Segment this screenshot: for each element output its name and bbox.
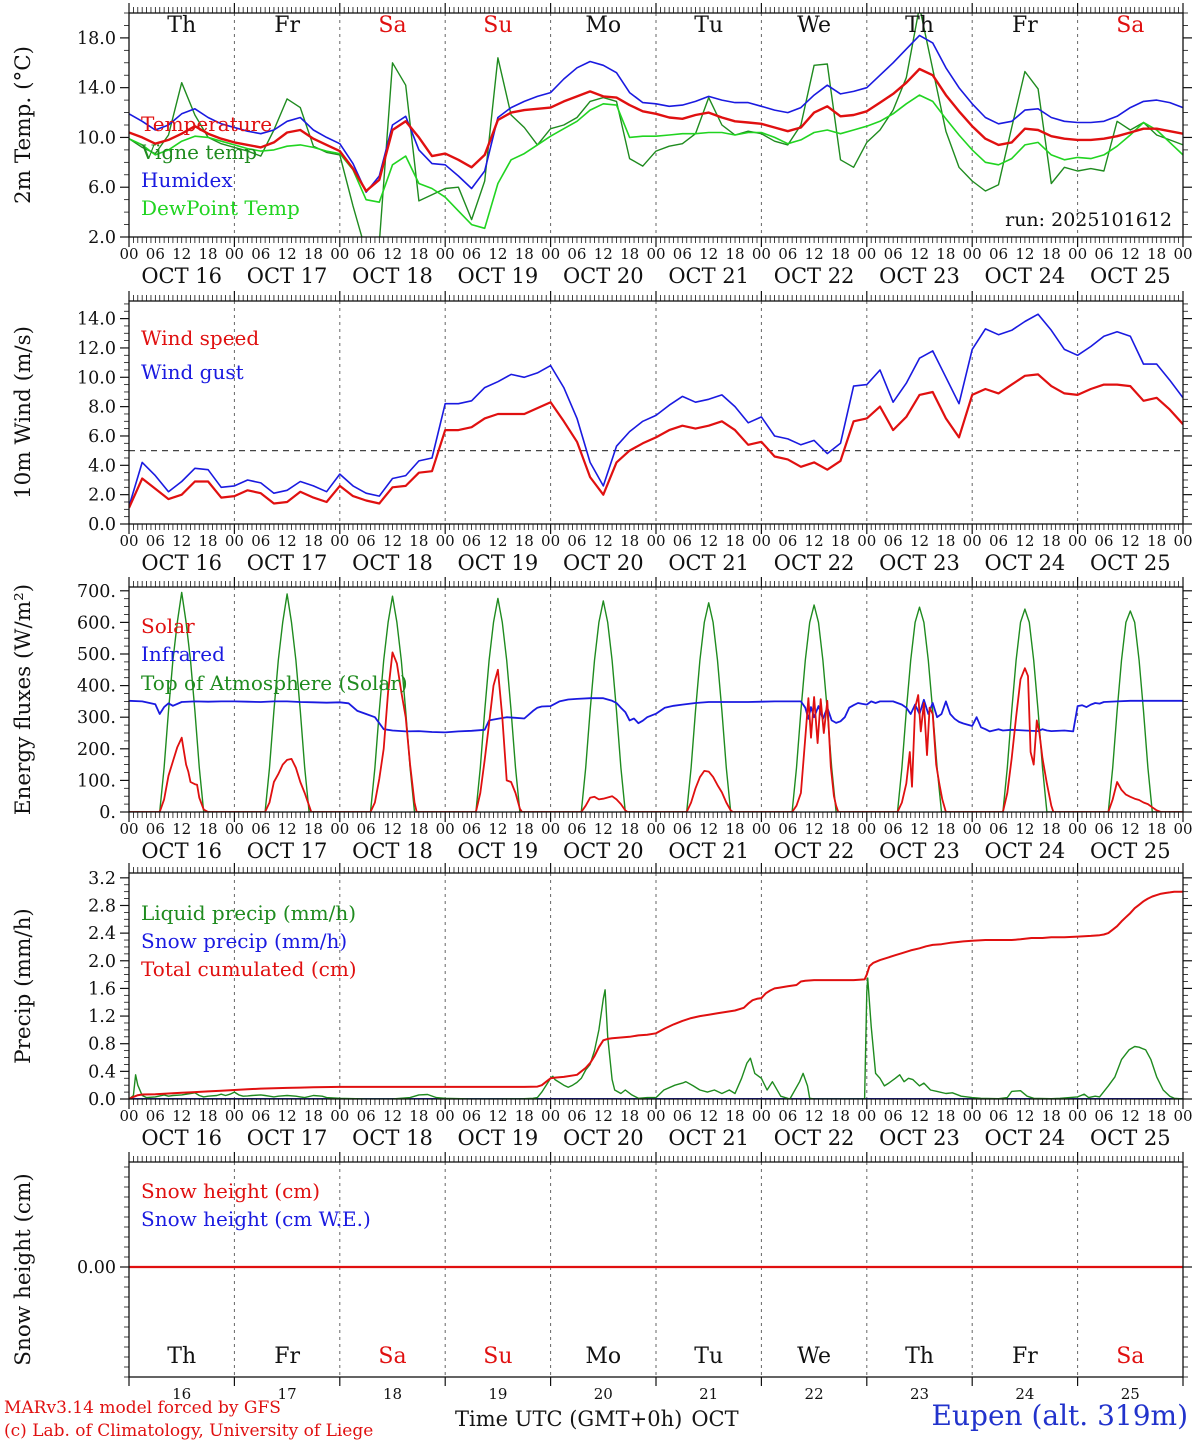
day-name-label: Sa	[1116, 1344, 1145, 1369]
legend-precipitation-0: Liquid precip (mm/h)	[141, 901, 357, 925]
hour-tick-label: 18	[620, 245, 640, 263]
y-tick-label: 0.4	[88, 1062, 116, 1083]
date-label: OCT 23	[879, 1126, 960, 1150]
run-label: run: 2025101612	[1005, 209, 1172, 231]
hour-tick-label: 00	[541, 532, 561, 550]
hour-tick-label: 12	[382, 532, 403, 550]
hour-tick-label: 18	[514, 532, 534, 550]
hour-tick-label: 18	[303, 1107, 323, 1125]
date-label: OCT 17	[246, 1126, 328, 1150]
hour-tick-label: 06	[356, 532, 376, 550]
hour-tick-label: 18	[830, 245, 850, 263]
date-label: OCT 25	[1089, 264, 1171, 288]
hour-tick-label: 06	[778, 245, 798, 263]
y-tick-label: 200.	[77, 739, 116, 760]
hour-tick-label: 18	[303, 532, 323, 550]
hour-tick-label: 12	[1015, 245, 1035, 263]
day-name-label: Fr	[274, 1344, 300, 1369]
legend-2m-temperature-2: Humidex	[141, 168, 233, 192]
date-label: OCT 17	[246, 264, 328, 288]
day-number-label: 24	[1015, 1385, 1035, 1403]
day-name-label: Fr	[1012, 13, 1038, 38]
hour-tick-label: 00	[646, 532, 666, 550]
hour-tick-label: 12	[804, 820, 824, 838]
y-tick-label: 2.8	[88, 896, 116, 917]
hour-tick-label: 12	[593, 820, 613, 838]
date-label: OCT 21	[668, 264, 750, 288]
time-axis-text: Time UTC (GMT+0h)	[455, 1407, 683, 1431]
hour-tick-label: 18	[830, 532, 850, 550]
month-label: OCT	[691, 1407, 739, 1431]
legend-energy-fluxes-2: Top of Atmosphere (Solar)	[141, 671, 408, 695]
hour-tick-label: 18	[936, 532, 956, 550]
hour-tick-label: 18	[936, 245, 956, 263]
hour-tick-label: 06	[567, 245, 587, 263]
hour-tick-label: 18	[198, 245, 218, 263]
day-number-label: 19	[488, 1385, 508, 1403]
day-number-label: 21	[699, 1385, 719, 1403]
hour-tick-label: 06	[251, 245, 271, 263]
hour-tick-label: 06	[567, 820, 587, 838]
date-label: OCT 20	[562, 1126, 644, 1150]
y-axis-title: Snow height (cm)	[11, 1173, 36, 1366]
hour-tick-label: 18	[198, 1107, 218, 1125]
series-group-energy-fluxes	[129, 592, 1183, 812]
hour-tick-label: 06	[883, 532, 903, 550]
y-tick-label: 2.0	[88, 228, 116, 248]
day-name-label: Tu	[694, 1344, 724, 1369]
day-number-label: 23	[909, 1385, 930, 1403]
y-tick-label: 4.0	[88, 456, 116, 477]
hour-tick-label: 12	[488, 820, 508, 838]
panel-10m-wind	[11, 291, 1193, 575]
date-label: OCT 22	[773, 264, 855, 288]
legend-2m-temperature-0: Temperature	[141, 112, 273, 136]
y-tick-label: 100.	[77, 771, 116, 792]
hour-tick-label: 00	[646, 245, 666, 263]
hour-tick-label: 06	[145, 820, 165, 838]
date-label: OCT 22	[773, 839, 855, 863]
hour-tick-label: 12	[488, 532, 508, 550]
day-name-label: Th	[167, 13, 197, 38]
hour-tick-label: 06	[778, 532, 798, 550]
hour-tick-label: 18	[1147, 245, 1167, 263]
hour-tick-label: 12	[909, 532, 930, 550]
hour-tick-label: 12	[593, 1107, 613, 1125]
hour-tick-label: 00	[646, 1107, 666, 1125]
hour-tick-label: 00	[224, 245, 244, 263]
date-label: OCT 25	[1089, 839, 1171, 863]
hour-tick-label: 12	[172, 532, 192, 550]
hour-tick-label: 06	[883, 820, 903, 838]
y-tick-label: 0.0	[88, 515, 116, 535]
hour-tick-label: 06	[567, 532, 587, 550]
day-name-label: We	[797, 1344, 832, 1369]
hour-tick-label: 00	[962, 245, 982, 263]
date-label: OCT 19	[457, 264, 539, 288]
time-axis-label	[455, 1407, 739, 1431]
legend-precipitation-2: Total cumulated (cm)	[141, 957, 357, 981]
hour-tick-label: 00	[435, 820, 455, 838]
hour-tick-label: 12	[1120, 245, 1140, 263]
hour-tick-label: 12	[909, 1107, 930, 1125]
day-number-label: 17	[277, 1385, 297, 1403]
hour-tick-label: 12	[909, 820, 930, 838]
hour-tick-label: 06	[1094, 532, 1114, 550]
hour-tick-label: 06	[883, 1107, 903, 1125]
hour-tick-label: 12	[699, 1107, 719, 1125]
day-name-label: Mo	[585, 1344, 622, 1369]
date-label: OCT 24	[984, 264, 1066, 288]
y-tick-label: 0.8	[88, 1034, 116, 1055]
hour-tick-label: 00	[751, 532, 771, 550]
hour-tick-label: 00	[857, 820, 877, 838]
y-tick-label: 1.6	[88, 979, 116, 1000]
hour-tick-label: 12	[277, 532, 297, 550]
hour-tick-label: 00	[857, 1107, 877, 1125]
hour-tick-label: 00	[1173, 532, 1193, 550]
series-temperature	[129, 69, 1183, 191]
hour-tick-label: 18	[514, 245, 534, 263]
hour-tick-label: 00	[330, 1107, 350, 1125]
y-tick-label: 14.0	[77, 309, 116, 330]
hour-tick-label: 12	[593, 532, 613, 550]
date-label: OCT 25	[1089, 551, 1171, 575]
hour-tick-label: 06	[883, 245, 903, 263]
hour-tick-label: 12	[1120, 820, 1140, 838]
y-axis-title: 10m Wind (m/s)	[11, 325, 36, 500]
date-label: OCT 19	[457, 839, 539, 863]
date-label: OCT 24	[984, 1126, 1066, 1150]
hour-tick-label: 00	[751, 245, 771, 263]
day-number-label: 20	[593, 1385, 613, 1403]
hour-tick-label: 06	[356, 820, 376, 838]
hour-tick-label: 06	[356, 245, 376, 263]
hour-tick-label: 06	[1094, 1107, 1114, 1125]
hour-tick-label: 12	[804, 245, 824, 263]
hour-tick-label: 12	[804, 532, 824, 550]
day-name-label: Sa	[378, 1344, 407, 1369]
hour-tick-label: 00	[962, 820, 982, 838]
legend-2m-temperature-1: Vigne temp	[141, 140, 258, 164]
y-tick-label: 400.	[77, 676, 116, 697]
day-name-label: Fr	[274, 13, 300, 38]
hour-tick-label: 00	[1068, 1107, 1088, 1125]
legend-snow-height-0: Snow height (cm)	[141, 1179, 321, 1203]
hour-tick-label: 18	[1147, 532, 1167, 550]
date-label: OCT 18	[352, 551, 433, 575]
date-label: OCT 19	[457, 551, 539, 575]
hour-tick-label: 12	[382, 820, 403, 838]
hour-tick-label: 00	[751, 820, 771, 838]
hour-tick-label: 12	[172, 1107, 192, 1125]
hour-tick-label: 00	[1068, 245, 1088, 263]
y-tick-label: 2.0	[88, 485, 116, 506]
date-label: OCT 20	[562, 551, 644, 575]
hour-tick-label: 06	[778, 820, 798, 838]
hour-tick-label: 06	[567, 1107, 587, 1125]
panel-precipitation	[11, 863, 1193, 1150]
y-tick-label: 300.	[77, 708, 116, 729]
hour-tick-label: 06	[145, 1107, 165, 1125]
date-label: OCT 18	[352, 839, 433, 863]
hour-tick-label: 12	[1015, 532, 1035, 550]
hour-tick-label: 00	[435, 1107, 455, 1125]
y-tick-label: 0.0	[88, 1090, 116, 1110]
hour-tick-label: 06	[672, 245, 692, 263]
hour-tick-label: 18	[830, 1107, 850, 1125]
hour-tick-label: 00	[330, 820, 350, 838]
station-label: Eupen (alt. 319m)	[931, 1399, 1188, 1432]
y-tick-label: 8.0	[88, 397, 116, 418]
hour-tick-label: 06	[672, 532, 692, 550]
hour-tick-label: 12	[593, 245, 613, 263]
y-tick-label: 12.0	[77, 338, 116, 359]
date-label: OCT 16	[141, 1126, 223, 1150]
y-tick-label: 700.	[77, 581, 116, 602]
date-label: OCT 17	[246, 839, 328, 863]
hour-tick-label: 18	[409, 532, 429, 550]
panel-energy-fluxes	[11, 577, 1193, 863]
y-tick-label: 600.	[77, 613, 116, 634]
hour-tick-label: 18	[725, 1107, 745, 1125]
date-label: OCT 23	[879, 264, 960, 288]
date-label: OCT 21	[668, 551, 750, 575]
date-label: OCT 23	[879, 839, 960, 863]
hour-tick-label: 06	[251, 820, 271, 838]
hour-tick-label: 00	[1173, 245, 1193, 263]
hour-tick-label: 12	[488, 245, 508, 263]
hour-tick-label: 18	[1041, 820, 1061, 838]
hour-tick-label: 18	[830, 820, 850, 838]
hour-tick-label: 18	[725, 532, 745, 550]
hour-tick-label: 06	[672, 1107, 692, 1125]
day-name-label: Su	[483, 1344, 513, 1369]
legend-10m-wind-1: Wind gust	[141, 360, 244, 384]
series-liquid-precip	[129, 978, 1183, 1099]
model-credit: MARv3.14 model forced by GFS	[4, 1398, 281, 1418]
y-tick-label: 1.2	[88, 1007, 116, 1028]
hour-tick-label: 06	[251, 532, 271, 550]
hour-tick-label: 18	[620, 820, 640, 838]
hour-tick-label: 00	[330, 532, 350, 550]
hour-tick-label: 00	[962, 1107, 982, 1125]
hour-tick-label: 18	[936, 1107, 956, 1125]
panel-snow-height	[11, 1152, 1192, 1403]
day-name-label: Th	[905, 13, 934, 38]
hour-tick-label: 18	[1147, 820, 1167, 838]
hour-tick-label: 00	[119, 532, 139, 550]
hour-tick-label: 06	[989, 820, 1009, 838]
day-name-label: Tu	[694, 13, 724, 38]
hour-tick-label: 00	[1068, 532, 1088, 550]
day-name-label: We	[797, 13, 832, 38]
legend-snow-height-1: Snow height (cm W.E.)	[141, 1207, 371, 1231]
legend-energy-fluxes-0: Solar	[141, 614, 195, 638]
hour-tick-label: 12	[277, 1107, 297, 1125]
hour-tick-label: 06	[778, 1107, 798, 1125]
hour-tick-label: 18	[620, 1107, 640, 1125]
hour-tick-label: 00	[330, 245, 350, 263]
date-label: OCT 25	[1089, 1126, 1171, 1150]
hour-tick-label: 06	[462, 532, 482, 550]
hour-tick-label: 00	[224, 532, 244, 550]
hour-tick-label: 18	[1041, 245, 1061, 263]
date-label: OCT 16	[141, 839, 223, 863]
hour-tick-label: 06	[1094, 820, 1114, 838]
hour-tick-label: 18	[303, 820, 323, 838]
day-name-label: Fr	[1012, 1344, 1038, 1369]
date-label: OCT 23	[879, 551, 960, 575]
hour-tick-label: 12	[488, 1107, 508, 1125]
hour-tick-label: 00	[857, 532, 877, 550]
y-tick-label: 6.0	[88, 178, 116, 199]
hour-tick-label: 00	[1068, 820, 1088, 838]
hour-tick-label: 00	[435, 532, 455, 550]
hour-tick-label: 18	[1041, 1107, 1061, 1125]
hour-tick-label: 12	[172, 820, 192, 838]
date-label: OCT 20	[562, 264, 644, 288]
date-label: OCT 24	[984, 839, 1066, 863]
hour-tick-label: 00	[224, 820, 244, 838]
hour-tick-label: 18	[725, 820, 745, 838]
y-tick-label: 10.0	[77, 128, 116, 149]
day-name-label: Su	[483, 13, 513, 38]
date-label: OCT 24	[984, 551, 1066, 575]
y-tick-label: 500.	[77, 644, 116, 665]
hour-tick-label: 00	[541, 245, 561, 263]
hour-tick-label: 12	[1120, 532, 1140, 550]
hour-tick-label: 06	[462, 245, 482, 263]
legend-10m-wind-0: Wind speed	[141, 326, 260, 350]
date-label: OCT 16	[141, 551, 223, 575]
hour-tick-label: 12	[699, 245, 719, 263]
hour-tick-label: 12	[382, 1107, 403, 1125]
hour-tick-label: 12	[277, 820, 297, 838]
hour-tick-label: 18	[1041, 532, 1061, 550]
hour-tick-label: 18	[620, 532, 640, 550]
day-name-label: Th	[167, 1344, 197, 1369]
hour-tick-label: 00	[1173, 1107, 1193, 1125]
hour-tick-label: 18	[936, 820, 956, 838]
y-tick-label: 3.2	[88, 868, 116, 889]
hour-tick-label: 18	[303, 245, 323, 263]
hour-tick-label: 06	[989, 1107, 1009, 1125]
day-name-label: Th	[905, 1344, 934, 1369]
hour-tick-label: 06	[1094, 245, 1114, 263]
hour-tick-label: 06	[145, 245, 165, 263]
hour-tick-label: 12	[277, 245, 297, 263]
y-axis-title: 2m Temp. (°C)	[11, 45, 36, 205]
y-tick-label: 10.0	[77, 368, 116, 389]
hour-tick-label: 18	[725, 245, 745, 263]
hour-tick-label: 12	[1120, 1107, 1140, 1125]
hour-tick-label: 18	[198, 532, 218, 550]
hour-tick-label: 18	[1147, 1107, 1167, 1125]
date-label: OCT 18	[352, 1126, 433, 1150]
date-label: OCT 17	[246, 551, 328, 575]
hour-tick-label: 12	[1015, 820, 1035, 838]
hour-tick-label: 06	[251, 1107, 271, 1125]
hour-tick-label: 00	[962, 532, 982, 550]
panel-2m-temperature	[11, 3, 1193, 288]
date-label: OCT 16	[141, 264, 223, 288]
day-number-label: 16	[172, 1385, 192, 1403]
y-tick-label: 6.0	[88, 426, 116, 447]
hour-tick-label: 12	[382, 245, 403, 263]
hour-tick-label: 12	[804, 1107, 824, 1125]
hour-tick-label: 06	[672, 820, 692, 838]
hour-tick-label: 06	[989, 532, 1009, 550]
y-tick-label: 0.00	[77, 1258, 116, 1278]
day-name-label: Sa	[378, 13, 407, 38]
hour-tick-label: 00	[541, 820, 561, 838]
date-label: OCT 22	[773, 1126, 855, 1150]
hour-tick-label: 00	[119, 1107, 139, 1125]
hour-tick-label: 18	[514, 1107, 534, 1125]
hour-tick-label: 00	[751, 1107, 771, 1125]
day-number-label: 25	[1120, 1385, 1140, 1403]
hour-tick-label: 18	[409, 245, 429, 263]
hour-tick-label: 00	[435, 245, 455, 263]
y-tick-label: 0.	[99, 803, 116, 823]
date-label: OCT 22	[773, 551, 855, 575]
hour-tick-label: 06	[989, 245, 1009, 263]
hour-tick-label: 12	[909, 245, 930, 263]
hour-tick-label: 00	[646, 820, 666, 838]
day-name-label: Sa	[1116, 13, 1145, 38]
hour-tick-label: 00	[541, 1107, 561, 1125]
date-label: OCT 20	[562, 839, 644, 863]
hour-tick-label: 00	[119, 820, 139, 838]
y-axis-title: Precip (mm/h)	[11, 908, 36, 1064]
y-tick-label: 2.0	[88, 951, 116, 972]
day-number-label: 22	[804, 1385, 824, 1403]
legend-2m-temperature-3: DewPoint Temp	[141, 196, 300, 220]
hour-tick-label: 06	[356, 1107, 376, 1125]
day-name-label: Mo	[585, 13, 622, 38]
hour-tick-label: 12	[172, 245, 192, 263]
hour-tick-label: 18	[198, 820, 218, 838]
hour-tick-label: 18	[409, 1107, 429, 1125]
day-number-label: 18	[382, 1385, 403, 1403]
hour-tick-label: 00	[119, 245, 139, 263]
y-tick-label: 14.0	[77, 78, 116, 99]
date-label: OCT 18	[352, 264, 433, 288]
date-label: OCT 19	[457, 1126, 539, 1150]
hour-tick-label: 12	[1015, 1107, 1035, 1125]
hour-tick-label: 18	[514, 820, 534, 838]
hour-tick-label: 12	[699, 532, 719, 550]
hour-tick-label: 12	[699, 820, 719, 838]
hour-tick-label: 00	[857, 245, 877, 263]
hour-tick-label: 18	[409, 820, 429, 838]
y-tick-label: 2.4	[88, 924, 116, 945]
y-axis-title: Energy fluxes (W/m²)	[11, 583, 36, 816]
legend-precipitation-1: Snow precip (mm/h)	[141, 929, 348, 953]
lab-credit: (c) Lab. of Climatology, University of Liege	[4, 1421, 374, 1441]
hour-tick-label: 06	[145, 532, 165, 550]
hour-tick-label: 06	[462, 1107, 482, 1125]
hour-tick-label: 00	[224, 1107, 244, 1125]
date-label: OCT 21	[668, 839, 750, 863]
y-tick-label: 18.0	[77, 28, 116, 49]
hour-tick-label: 06	[462, 820, 482, 838]
date-label: OCT 21	[668, 1126, 750, 1150]
hour-tick-label: 00	[1173, 820, 1193, 838]
legend-energy-fluxes-1: Infrared	[141, 642, 225, 666]
